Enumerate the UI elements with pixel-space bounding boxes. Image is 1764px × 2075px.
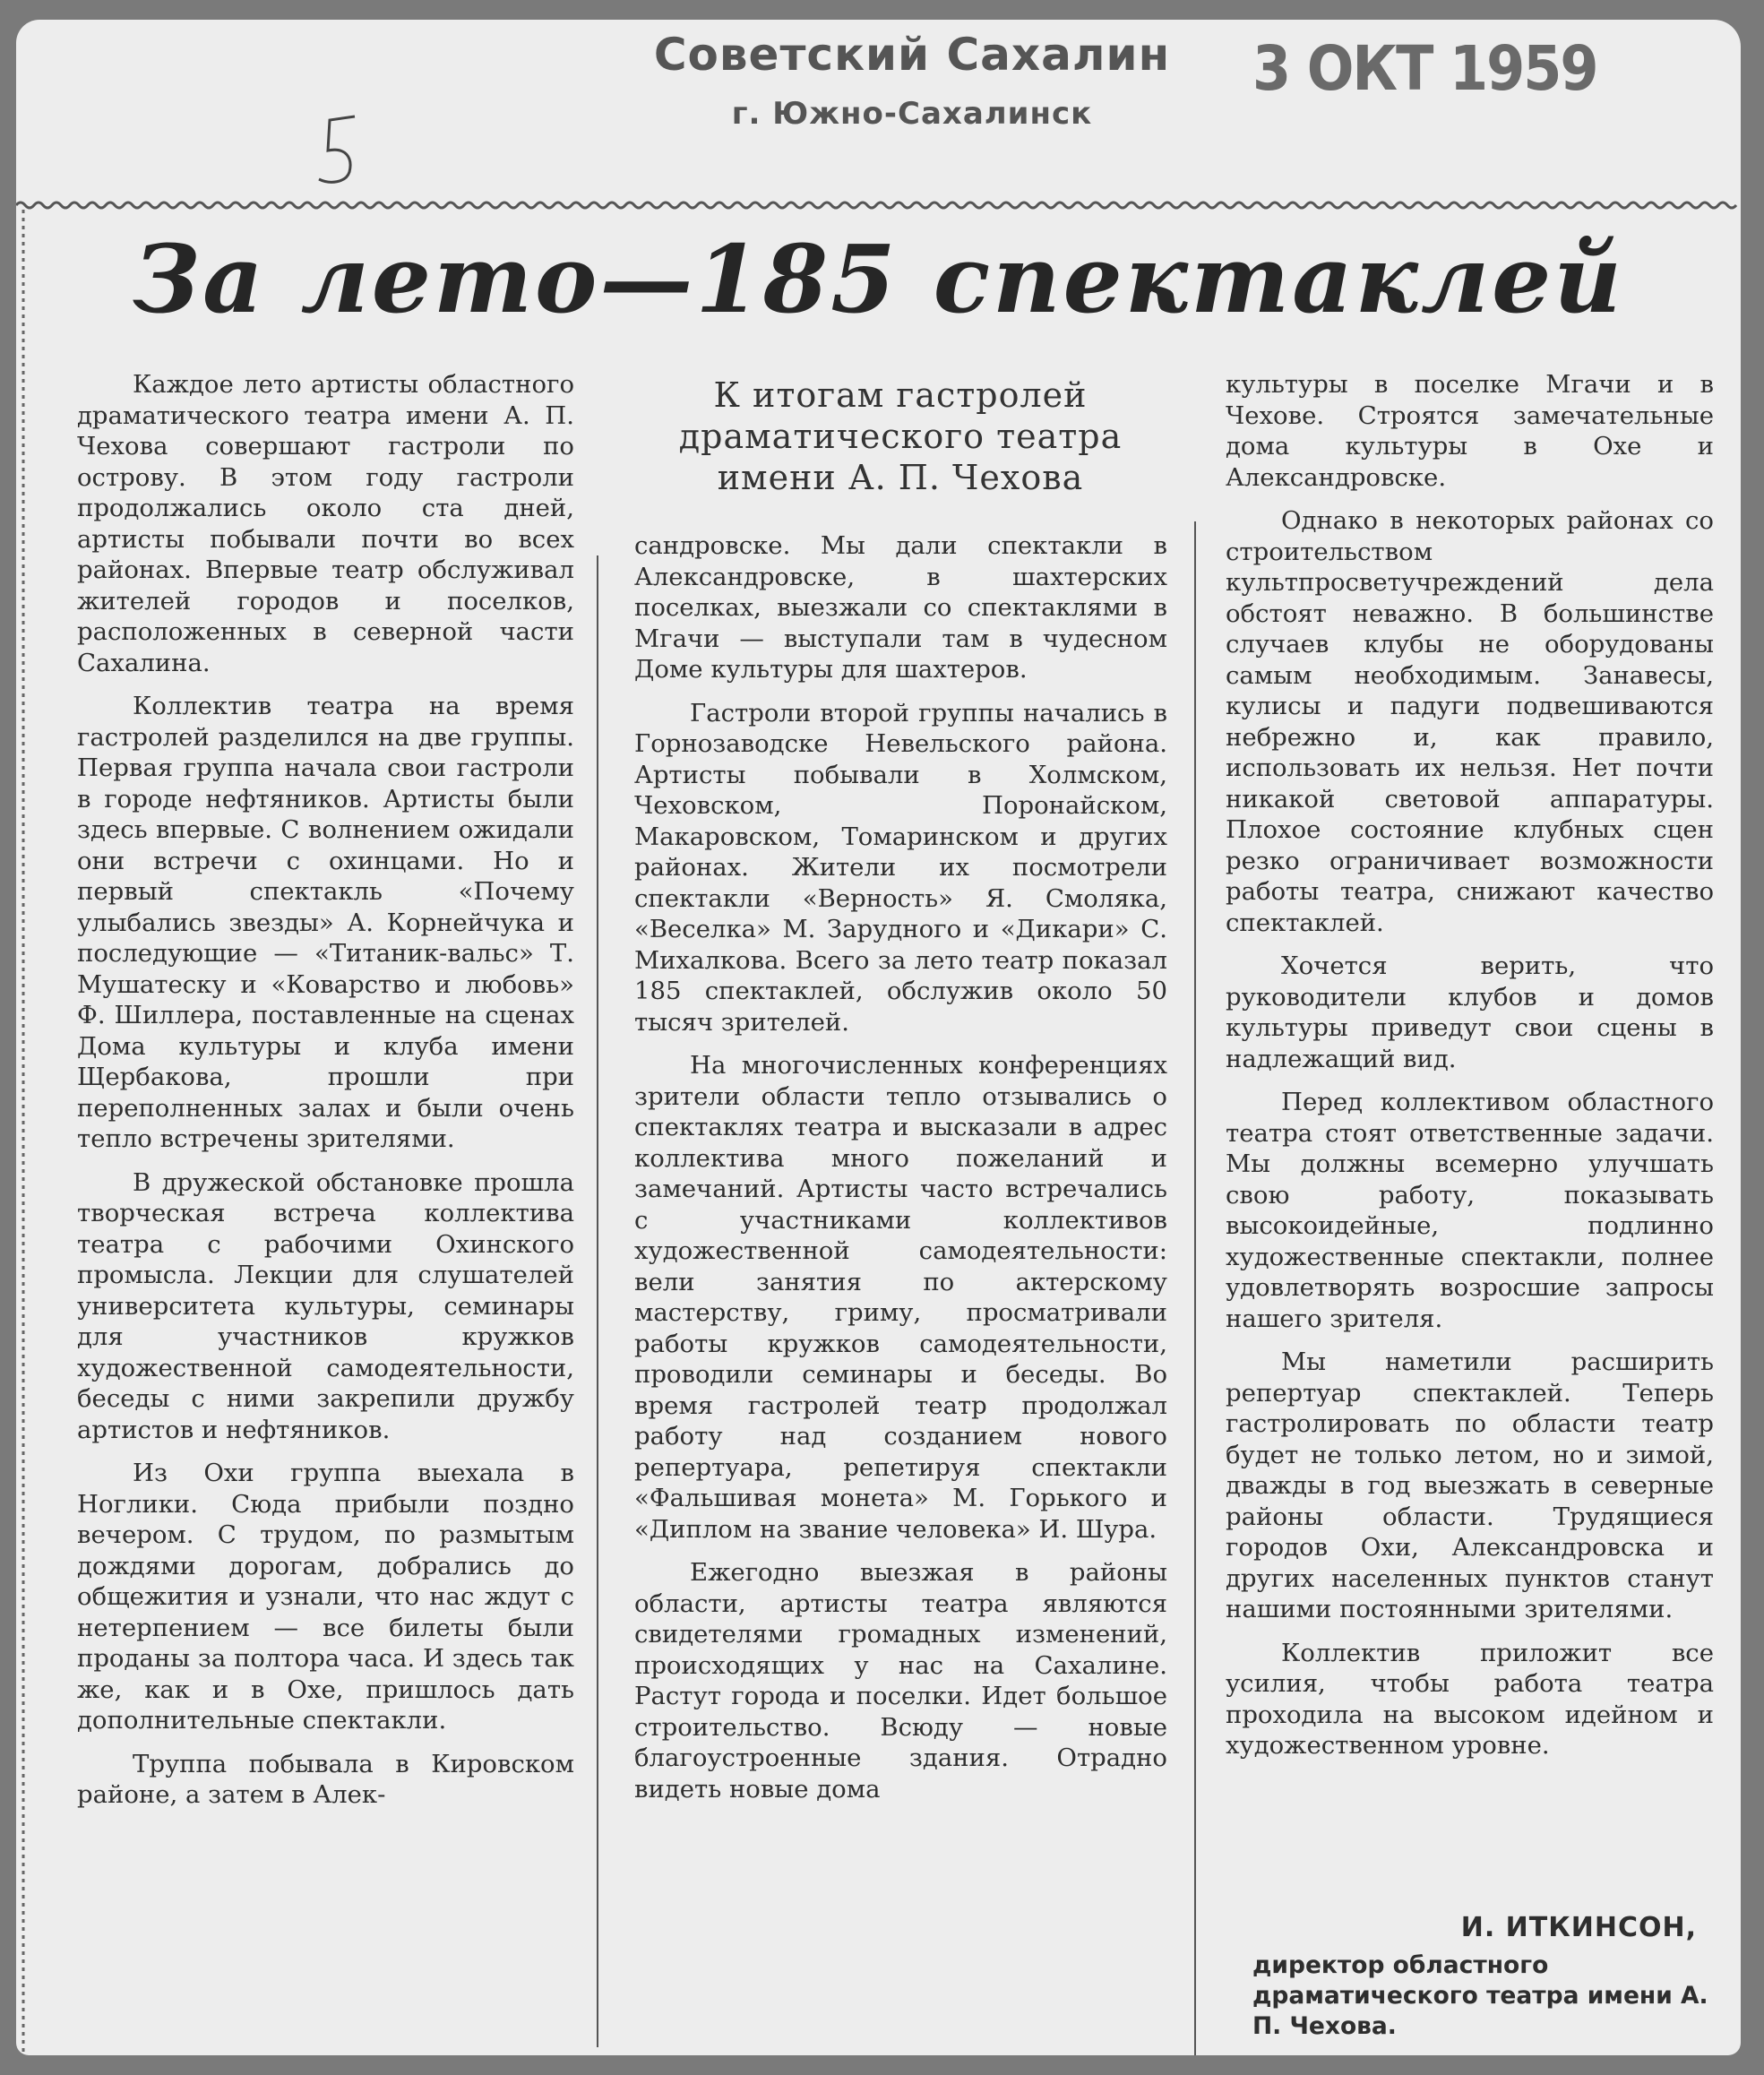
paragraph: Труппа побывала в Кировском районе, а затем в Алек- <box>77 1749 574 1809</box>
paragraph: Перед коллективом областного театра стоят ответственные задачи. Мы должны всемерно улучшать свою работу, показывать высокоидейные, подлинно художественные спектакли, полнее удовлетворять возросшие запросы нашего зрителя. <box>1226 1088 1714 1333</box>
author-name: И. ИТКИНСОН, <box>1460 1912 1697 1943</box>
date-stamp: 3 ОКТ 1959 <box>1252 32 1597 105</box>
paragraph: На многочисленных конференциях зрители области тепло отзывались о спектаклях театра и высказали в адрес коллектива много пожеланий и замечаний. Артисты часто встречались с участниками коллективов художественной самодеятельности: вели занятия по актерскому мастерству, гриму, просматривали работы кружков самодеятельности, проводили семинары и беседы. Во время гастролей театр продолжал работу над созданием нового репертуара, репетируя спектакли «Фальшивая монета» М. Горького и «Диплом на звание человека» И. Шура. <box>634 1051 1167 1544</box>
perforated-edge <box>16 199 1741 211</box>
paragraph: Хочется верить, что руководители клубов и домов культуры приведут свои сцены в надлежащий вид. <box>1226 951 1714 1073</box>
newspaper-city: г. Южно-Сахалинск <box>731 96 1093 132</box>
pencil-mark <box>303 100 383 190</box>
dotted-left-edge <box>16 210 30 2055</box>
paragraph: Ежегодно выезжая в районы области, артисты театра являются свидетелями громадных изменений, происходящих у нас на Сахалине. Растут города и поселки. Идет большое строительство. Всюду — новые благоустроенные здания. Отрадно видеть новые дома <box>634 1558 1167 1804</box>
article-column-2 <box>634 530 1167 1817</box>
newspaper-clipping <box>16 20 1741 2055</box>
paragraph: Коллектив приложит все усилия, чтобы работа театра проходила на высоком идейном и художественном уровне. <box>1226 1638 1714 1760</box>
column-divider <box>1194 521 1196 2055</box>
author-title: директор областного драматического театра имени А. П. Чехова. <box>1252 1951 1708 2040</box>
paragraph: Коллектив театра на время гастролей разделился на две группы. Первая группа начала свои гастроли в городе нефтяников. Артисты были здесь впервые. С волнением ожидали они встречи с охинцами. Но и первый спектакль «Почему улыбались звезды» А. Корнейчука и последующие — «Титаник-вальс» Т. Мушатеску и «Коварство и любовь» Ф. Шиллера, поставленные на сценах Дома культуры и клуба имени Щербакова, прошли при переполненных залах и были очень тепло встречены зрителями. <box>77 692 574 1153</box>
paragraph: культуры в поселке Мгачи и в Чехове. Строятся замечательные дома культуры в Охе и Александровске. <box>1226 370 1714 492</box>
column-divider <box>597 555 598 2047</box>
article-column-1 <box>77 369 574 1823</box>
article-headline: За лето—185 спектаклей <box>133 224 1624 334</box>
paragraph: сандровске. Мы дали спектакли в Александровске, в шахтерских поселках, выезжали со спектаклями в Мгачи — выступали там в чудесном Доме культуры для шахтеров. <box>634 531 1167 684</box>
article-subheading: К итогам гастролей драматического театра имени А. П. Чехова <box>678 375 1123 497</box>
paragraph: Из Охи группа выехала в Ноглики. Сюда прибыли поздно вечером. С трудом, по размытым дождями дорогам, добрались до общежития и узнали, что нас ждут с нетерпением — все билеты были проданы за полтора часа. И здесь так же, как и в Охе, пришлось дать дополнительные спектакли. <box>77 1459 574 1735</box>
paragraph: В дружеской обстановке прошла творческая встреча коллектива театра с рабочими Охинского промысла. Лекции для слушателей университета культуры, семинары для участников кружков художественной самодеятельности, беседы с ними закрепили дружбу артистов и нефтяников. <box>77 1167 574 1444</box>
newspaper-name: Советский Сахалин <box>653 29 1171 81</box>
paragraph: Однако в некоторых районах со строительством культпросветучреждений дела обстоят неважно. В большинстве случаев клубы не оборудованы самым необходимым. Занавесы, кулисы и падуги подвешиваются небрежно и, как правило, использовать их нельзя. Нет почти никакой световой аппаратуры. Плохое состояние клубных сцен резко ограничивает возможности работы театра, снижают качество спектаклей. <box>1226 506 1714 937</box>
paragraph: Гастроли второй группы начались в Горнозаводске Невельского района. Артисты побывали в Холмском, Чеховском, Поронайском, Макаровском, Томаринском и других районах. Жители их посмотрели спектакли «Верность» Я. Смоляка, «Веселка» М. Зарудного и «Дикари» С. Михалкова. Всего за лето театр показал 185 спектаклей, обслужив около 50 тысяч зрителей. <box>634 698 1167 1037</box>
paragraph: Каждое лето артисты областного драматического театра имени А. П. Чехова совершают гастроли по острову. В этом году гастроли продолжались около ста дней, артисты побывали почти во всех районах. Впервые театр обслуживал жителей городов и поселков, расположенных в северной части Сахалина. <box>77 370 574 677</box>
masthead <box>16 20 1741 208</box>
paragraph: Мы наметили расширить репертуар спектаклей. Теперь гастролировать по области театр будет не только летом, но и зимой, дважды в год выезжать в северные районы области. Трудящиеся городов Охи, Александровска и других населенных пунктов станут нашими постоянными зрителями. <box>1226 1347 1714 1623</box>
article-column-3 <box>1226 369 1714 1774</box>
author-signature <box>1252 1912 1727 2042</box>
